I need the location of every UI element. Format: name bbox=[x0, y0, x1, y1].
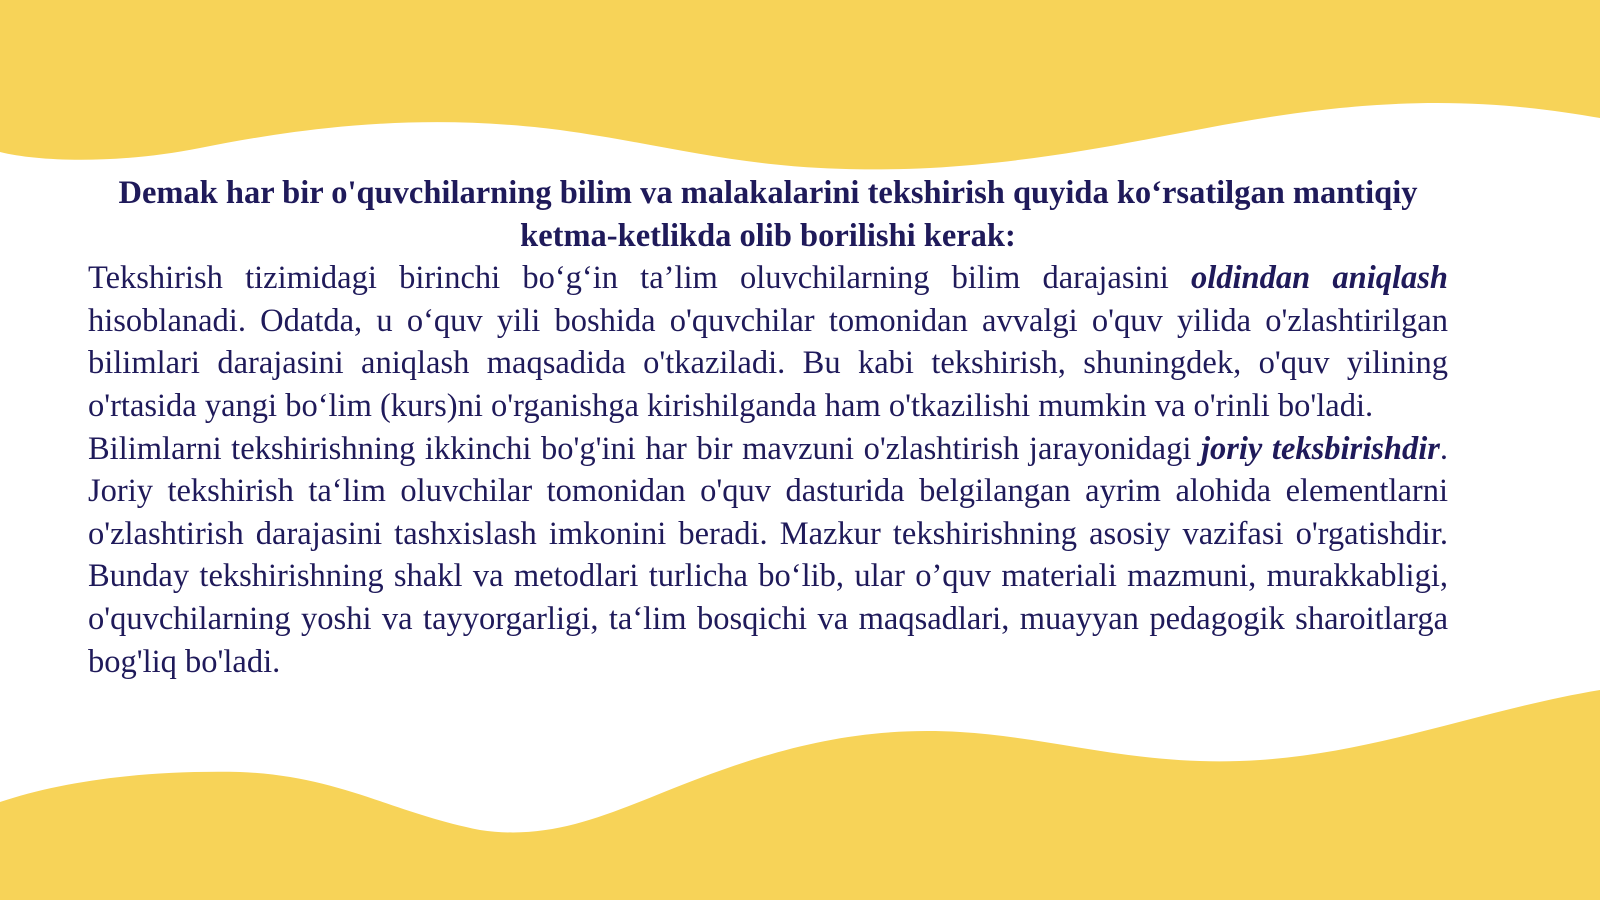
bottom-wave-shape bbox=[0, 690, 1600, 900]
paragraph-1-text-end: hisoblanadi. Odatda, u o‘quv yili boshida o'quvchilar tomonidan avvalgi o'quv yilida o'zlashtirilgan bilimlari darajasini aniqlash maqsadida o'tkaziladi. Bu kabi tekshirish, shuningdek, o'quv yilining o'rtasida yangi bo‘lim (kurs)ni o'rganishga kirishilganda ham o'tkazilishi mumkin va o'rinli bo'ladi. bbox=[88, 302, 1448, 424]
paragraph-2-emphasis: joriy teksbirishdir bbox=[1200, 430, 1440, 467]
top-wave-decoration bbox=[0, 0, 1600, 180]
paragraph-1-emphasis: oldindan aniqlash bbox=[1191, 260, 1448, 297]
paragraph-2-text-start: Bilimlarni tekshirishning ikkinchi bo'g'ini har bir mavzuni o'zlashtirish jarayonidagi bbox=[88, 430, 1201, 467]
paragraph-2-text-end: . Joriy tekshirish ta‘lim oluvchilar tomonidan o'quv dasturida belgilangan ayrim alohida elementlarni o'zlashtirish darajasini tashxislash imkonini beradi. Mazkur tekshirishning asosiy vazifasi o'rgatishdir. Bunday tekshirishning shakl va metodlari turlicha bo‘lib, ular o’quv materiali mazmuni, murakkabligi, o'quvchilarning yoshi va tayyorgarligi, ta‘lim bosqichi va maqsadlari, muayyan pedagogik sharoitlarga bog'liq bo'ladi. bbox=[88, 430, 1449, 680]
paragraph-1-text-start: Tekshirish tizimidagi birinchi bo‘g‘in ta’lim oluvchilarning bilim darajasini bbox=[88, 260, 1191, 297]
bottom-wave-decoration bbox=[0, 690, 1600, 900]
slide-title: Demak har bir o'quvchilarning bilim va malakalarini tekshirish quyida ko‘rsatilgan mantiqiy ketma-ketlikda olib borilishi kerak: bbox=[118, 175, 1418, 254]
slide-content bbox=[88, 172, 1448, 683]
paragraph-preliminary-check bbox=[88, 257, 1448, 427]
top-wave-shape bbox=[0, 0, 1600, 169]
paragraph-current-check bbox=[88, 428, 1448, 684]
